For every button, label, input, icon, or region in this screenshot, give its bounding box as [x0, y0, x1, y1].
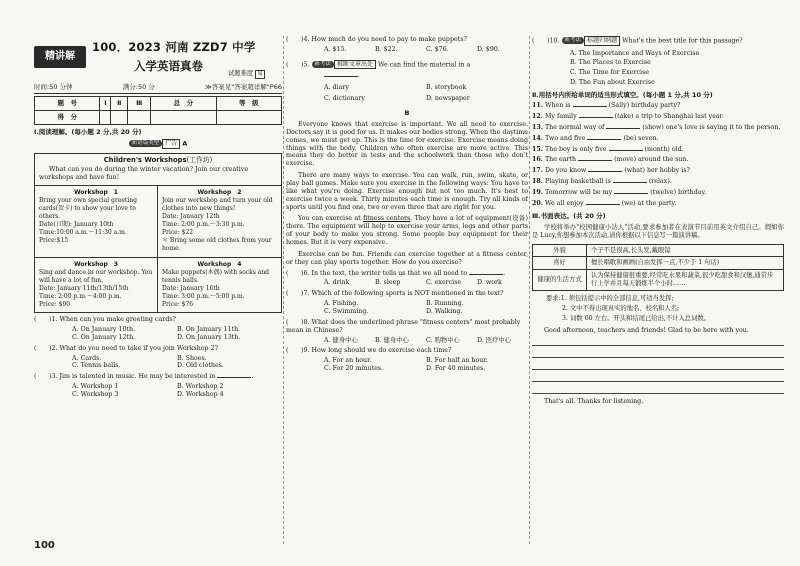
section-2-title: Ⅱ.用括号内所给单词的适当形式填空。(每小题 1 分,共 10 分) — [532, 90, 713, 99]
workshop-2: Workshop 2 Join our workshop and turn your old clothes into new things! Date: January 12th Time: 2:00 p.m.～3:30 p.m. Price: $22 ＊ Bring some old clothes from your home. — [162, 188, 273, 253]
workshop-1: Workshop 1 Bring your own special greeting cards(贺卡) to show your love to others. Date(日期): January 10th Time:10:00 a.m.～11:30 a.m. Price:$15 — [35, 186, 158, 257]
writing-intro: 学校将举办"校园健康小达人"活动,要求参加者在表演节目前用英文介绍自己。假如你是 Lucy,你想参加本次活动,请你根据以下信息写一篇演讲稿。 — [532, 223, 784, 239]
page-number: 100 — [34, 539, 55, 551]
workshop-3: Workshop 3 Sing and dance in our workshop. You will have a lot of fun. Date: January 11th/13th/15th Time: 2:00 p.m.～4:00 p.m. Price: $90 — [35, 257, 158, 313]
passage-b-p3: You can exercise at fitness centers. They have a lot of equipment(设备) there. The equipment will help to exercise your arms, legs and other parts of your body to make you strong. Some people buy equipment for their homes. But it is very expensive. — [286, 215, 528, 246]
question-7: ( )7. Which of the following sports is NOT mentioned in the text? A. Fishing. B. Running. C. Swimming. D. Walking. — [286, 290, 504, 315]
fill-item: 18. Playing basketball is (relax). — [532, 178, 672, 186]
question-6: ( )6. In the text, the writer tells us that we all need to . A. drink B. sleep C. exercise D. work — [286, 269, 506, 287]
column-1 — [34, 128, 282, 399]
section-3-title: Ⅲ.书面表达。(共 20 分) — [532, 211, 606, 220]
workshop-ad: Children's Workshops(工作坊) What can you do during the winter vacation? Join our creative workshops and have fun! Workshop 1 Bring your own special greeting cards(贺卡) to show your love to others. Date(日期): January 10th Time:10:00 a.m.～11:30 a.m. Price:$15 Workshop 2 Join our workshop and turn your old clothes into new things! Date: January 12th Time: 2:00 p.m.～3:30 p.m. Price: $22 ＊ Bring some old clothes from your home. Workshop 3 Sing and dance in our workshop. You will have a lot of fun. Date: January 11th/13th/15th Time: 2:00 p.m.～4:00 p.m. Price: $90 Workshop 4 Make puppets(木偶) with socks and tennis balls. Date: January 16th Time: 3:00 p.m.～5:00 p.m. Price: $76 — [34, 153, 282, 314]
fill-item: 15. The boy is only five (month) old. — [532, 145, 684, 153]
fill-item: 20. We all enjoy (we) at the party. — [532, 199, 677, 207]
fill-item: 16. The earth (move) around the sun. — [532, 156, 689, 164]
column-divider — [529, 36, 530, 544]
fill-item: 17. Do you know (what) her hobby is? — [532, 167, 690, 175]
difficulty: 试题难度 易 — [228, 70, 263, 77]
writing-lines[interactable] — [532, 334, 784, 394]
passage-b-label: B — [404, 108, 410, 117]
column-3 — [532, 36, 784, 406]
question-9: ( )9. How long should we do exercise each time? A. For an hour. B. For half an hour. C. For 20 minutes. D. For 40 minutes. — [286, 347, 488, 373]
column-2 — [286, 36, 528, 373]
fill-item: 13. The normal way of (show) one's love is saying it to the person. — [532, 123, 781, 131]
writing-start: Good afternoon, teachers and friends! Glad to be here with you. — [544, 326, 749, 334]
question-8: ( )8. What does the underlined phrase "fitness centers" most probably mean in Chinese? A. 健身中心 B. 健身中心 C. 购物中心 D. 医疗中心 — [286, 318, 521, 344]
writing-info-table: 外貌 个子不是很高,长头发,戴眼镜 喜好 擅长唱歌和画画(自由发挥一点,不少于 1 句话) 健康的生活方式 认为保持健康很重要,经常吃水果和蔬菜,很少吃甜食和汉堡,通常步行上学并且每天锻炼半个小时…… — [532, 244, 784, 291]
question-1: ( )1. When can you make greeting cards? A. On January 10th. B. On January 11th. C. On January 12th. D. On January 13th. — [34, 316, 241, 341]
question-2: ( )2. What do you need to take if you join Workshop 2? A. Cards. B. Shoes. C. Tennis balls. D. Old clothes. — [34, 344, 224, 370]
passage-a-tag: 新语篇类型 广告 A — [34, 139, 282, 149]
score-table: 题 号 Ⅰ Ⅱ Ⅲ 总 分 等 级 得 分 — [34, 96, 282, 125]
passage-b-p2: There are many ways to exercise. You can walk, run, swim, skate, or play ball games. Make sure you exercise in the following ways: You have to like what you're doing. Exercise enough but not too much. It's best to exercise twice a week. Thirty minutes each time is enough. Try all kinds of sports until you find one, two or even three that are right for you. — [286, 172, 528, 211]
fill-item: 14. Two and five (be) seven. — [532, 134, 659, 142]
question-10: ( )10. 新考法 标题归纳题 What's the best title for this passage? A. The Importance and Ways of Exercise B. The Places to Exercise C. The Time for Exercise D. The Fun about Exercise — [532, 37, 743, 87]
writing-requirements: 要求:1. 须包括提示中的全部信息,可适当发挥; 2. 文中不得出现真实的地名、校名和人名; 3. 词数 60 左右。开头和结尾已给出,不计入总词数。 — [546, 294, 710, 322]
section-1-title: Ⅰ.阅读理解。(每小题 2 分,共 20 分) — [34, 128, 142, 136]
fill-item: 19. Tomorrow will be my (twelve) birthday. — [532, 188, 707, 196]
fill-item: 12. My family (take) a trip to Shanghai last year. — [532, 112, 725, 120]
logo: 精讲解 — [34, 46, 86, 68]
column-divider — [283, 36, 284, 544]
exam-subtitle: 入学英语真卷 — [134, 59, 203, 73]
passage-b-p1: Everyone knows that exercise is important. We all need to exercise. Doctors say it is good for us. It makes our bodies strong. When the daytime comes, we must get up. This is the time for exercise. Exercise means doing things with the body. Children who often exercise are more active. This means they do better in tests and the schoolwork than those who don't exercise. — [286, 120, 528, 168]
fill-item: 11. When is (Sally) birthday party? — [532, 102, 681, 110]
workshop-4: Workshop 4 Make puppets(木偶) with socks and tennis balls. Date: January 16th Time: 3:00 p.m.～5:00 p.m. Price: $76 — [158, 257, 281, 313]
question-5: ( )5. 新考法 推断文章出处 We can find the material in a . A. diary B. storybook C. dictionary D. newspaper — [286, 60, 471, 102]
question-4: ( )4. How much do you need to pay to make puppets? A. $15. B. $22. C. $76. D. $90. — [286, 36, 500, 53]
exam-title: 100．2023 河南 ZZD7 中学 — [92, 40, 256, 54]
fill-blank-list — [532, 102, 784, 208]
writing-end: That's all. Thanks for listening. — [544, 398, 644, 406]
exam-meta: 时间:50 分钟 满分:50 分 ≫答案见"答案超详解"P66 — [34, 83, 282, 94]
passage-b-p4: Exercise can be fun. Friends can exercise together at a fitness center, or they can play sports together. How do you exercise? — [286, 250, 528, 266]
question-3: ( )3. Jim is talented in music. He may be interested in . A. Workshop 1 B. Workshop 2 C. Workshop 3 D. Workshop 4 — [34, 373, 254, 399]
